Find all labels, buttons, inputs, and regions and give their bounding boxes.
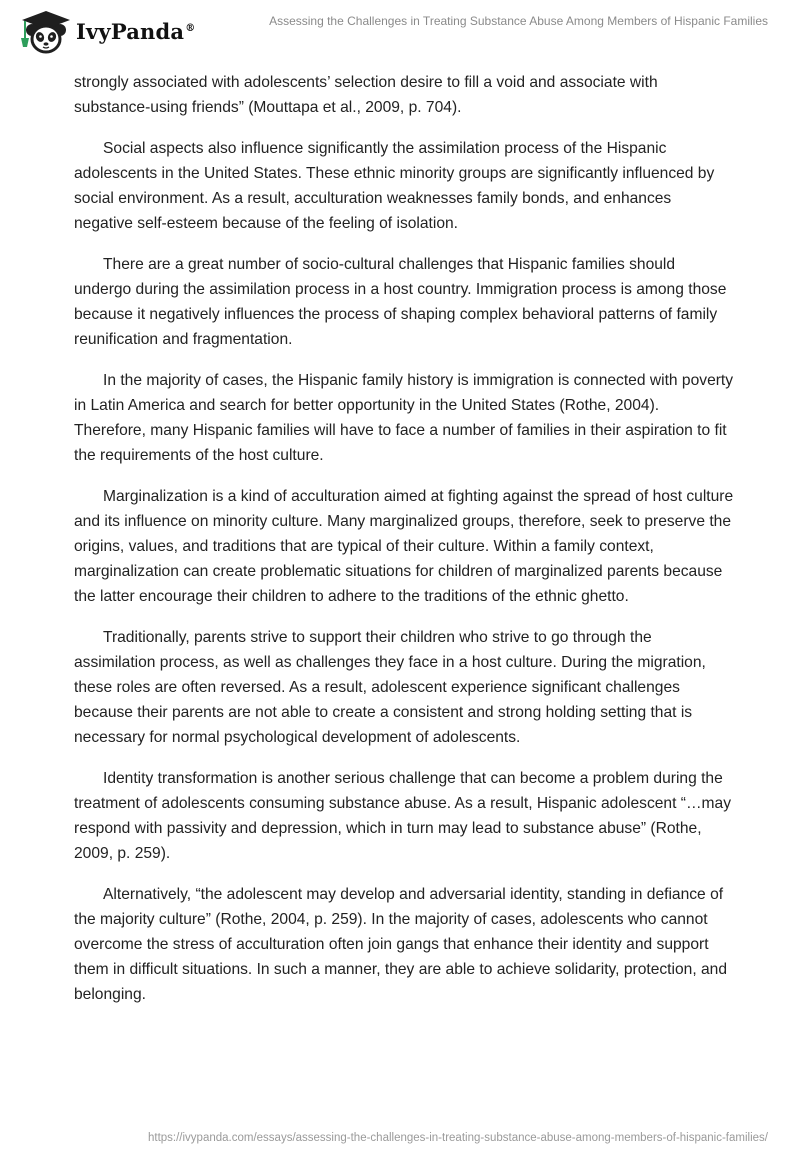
source-url-link[interactable]: https://ivypanda.com/essays/assessing-the-challenges-in-treating-substance-abuse-among-members-of-hispanic-families/ — [147, 1132, 768, 1144]
paragraph: Marginalization is a kind of acculturation aimed at fighting against the spread of host culture and its influence on minority culture. Many marginalized groups, therefore, seek to preserve the origins, values, and traditions that are typical of their culture. Within a family context, marginalization can create problematic situations for children of marginalized parents because the latter encourage their children to adhere to the traditions of the ethnic ghetto. — [74, 488, 734, 605]
document-title: Assessing the Challenges in Treating Substance Abuse Among Members of Hispanic Families — [269, 14, 768, 28]
page-header — [0, 0, 800, 64]
logo-wordmark: IvyPanda® — [76, 18, 196, 44]
paragraph: There are a great number of socio-cultural challenges that Hispanic families should undergo during the assimilation process in a host country. Immigration process is among those because it negatively influences the process of shaping complex behavioral patterns of family reunification and fragmentation. — [74, 256, 727, 348]
paragraph-continued: strongly associated with adolescents’ selection desire to fill a void and associate with substance-using friends” (Mouttapa et al., 2009, p. 704). — [74, 74, 658, 116]
paragraph: In the majority of cases, the Hispanic family history is immigration is connected with poverty in Latin America and search for better opportunity in the United States (Rothe, 2004). Therefore, many Hispanic families will have to face a number of families in their aspiration to fit the requirements of the host culture. — [74, 372, 734, 464]
paragraph: Social aspects also influence significantly the assimilation process of the Hispanic adolescents in the United States. These ethnic minority groups are significantly influenced by social environment. As a result, acculturation weaknesses family bonds, and enhances negative self-esteem because of the feeling of isolation. — [74, 140, 715, 232]
panda-graduate-icon — [16, 8, 74, 54]
paragraph: Traditionally, parents strive to support their children who strive to go through the assimilation process, as well as challenges they face in a host culture. During the migration, these roles are often reversed. As a result, adolescent experience significant challenges because their parents are not able to create a consistent and strong holding setting that is necessary for normal psychological development of adolescents. — [74, 629, 706, 746]
paragraph: Alternatively, “the adolescent may develop and adversarial identity, standing in defiance of the majority culture” (Rothe, 2004, p. 259). In the majority of cases, adolescents who cannot overcome the stress of acculturation often join gangs that enhance their identity and support them in difficult situations. In such a manner, they are able to achieve solidarity, protection, and belonging. — [74, 886, 727, 1003]
essay-body — [74, 70, 734, 1023]
ivypanda-logo[interactable] — [16, 8, 195, 54]
paragraph: Identity transformation is another serious challenge that can become a problem during the treatment of adolescents consuming substance abuse. As a result, Hispanic adolescent “…may respond with passivity and depression, which in turn may lead to substance abuse” (Rothe, 2009, p. 259). — [74, 770, 732, 862]
